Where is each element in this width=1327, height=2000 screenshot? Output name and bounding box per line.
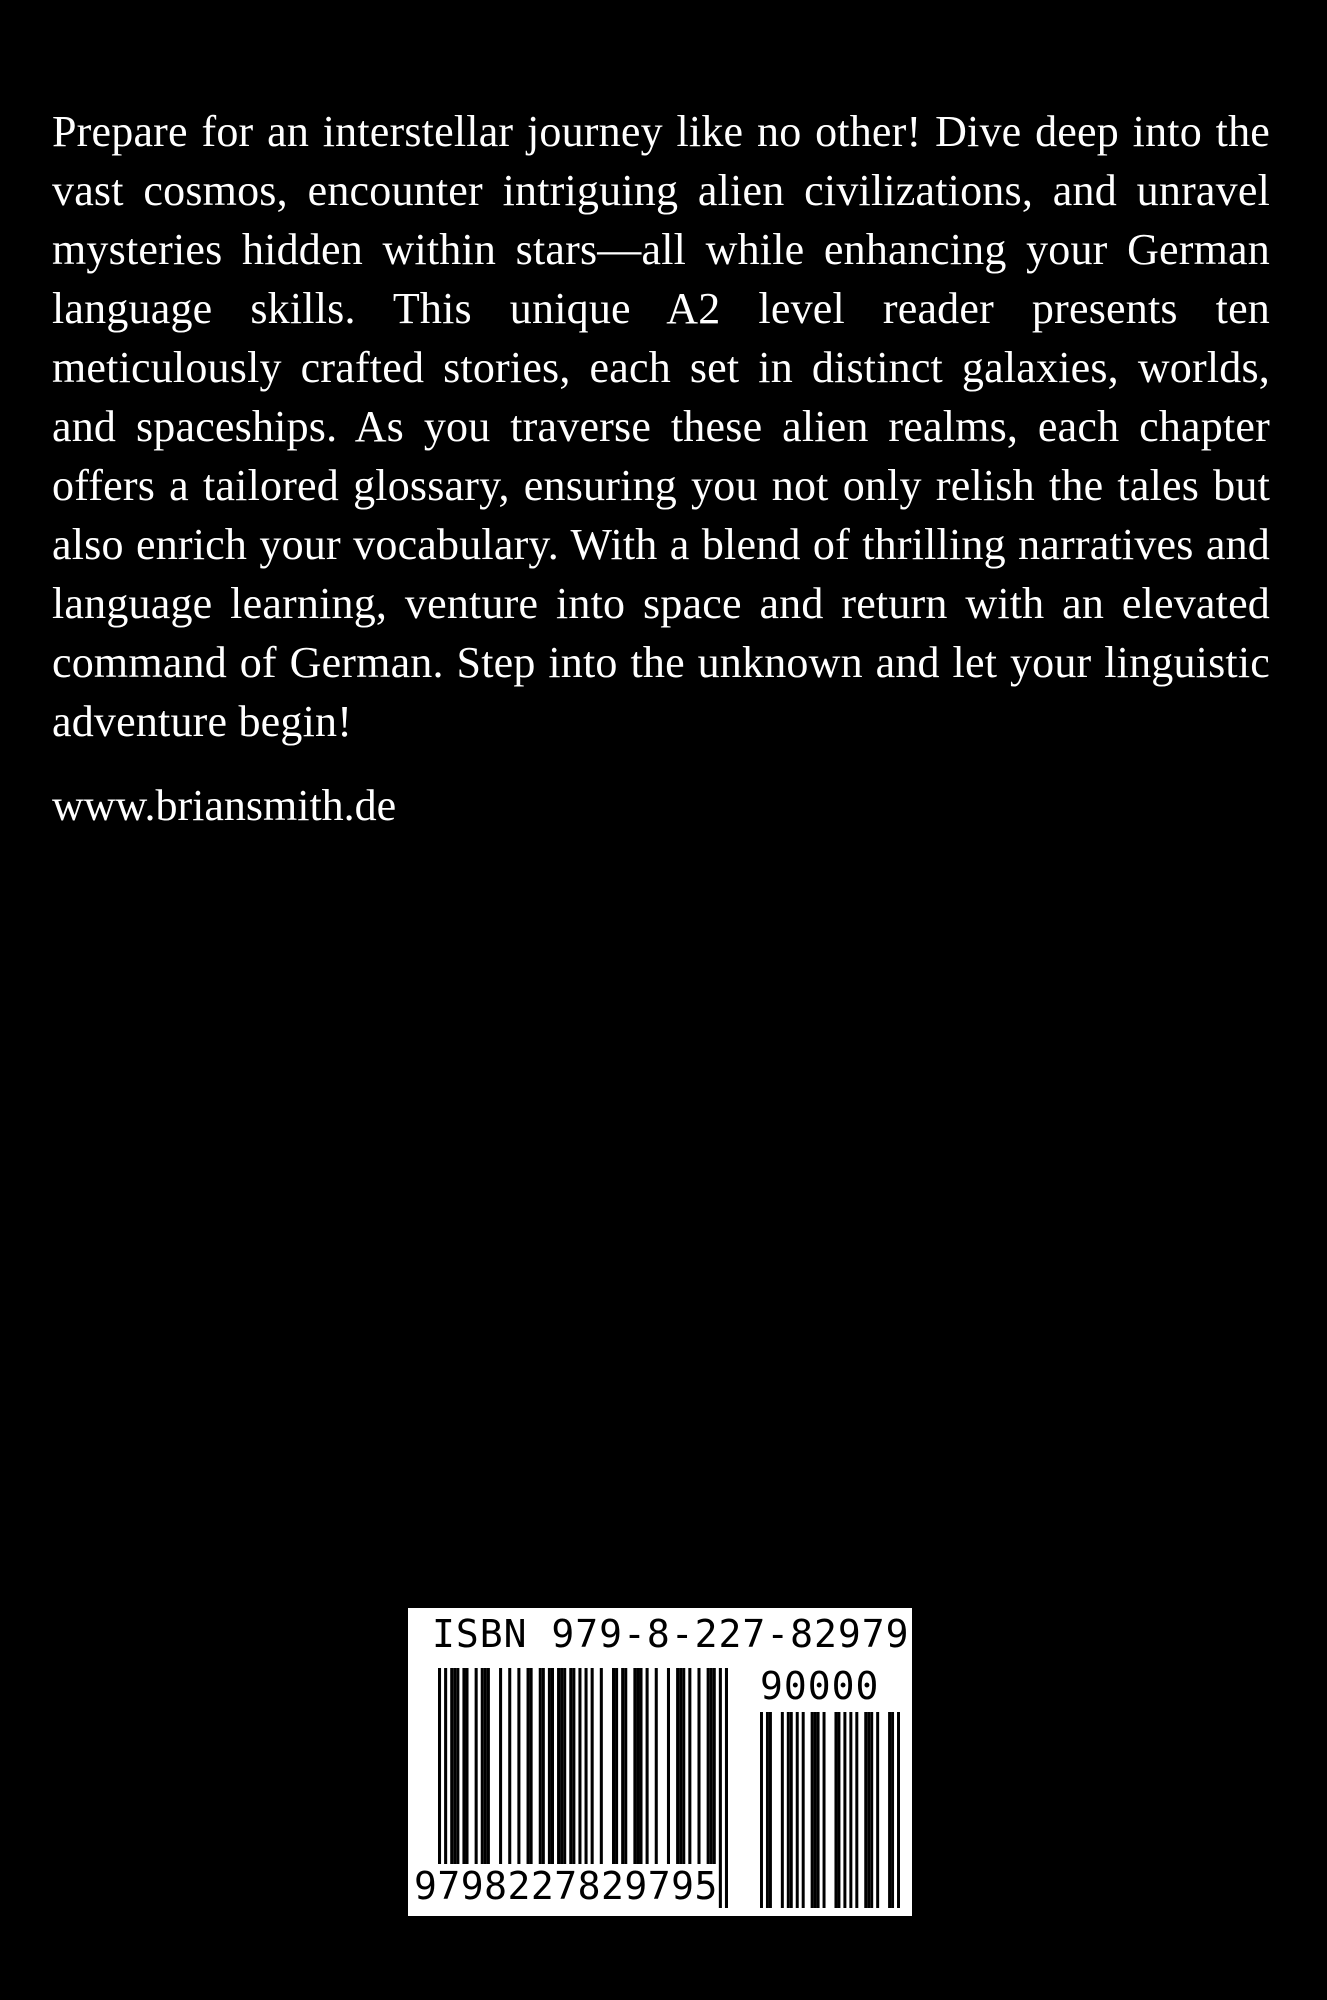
barcode-bar — [517, 1668, 520, 1870]
barcode-bar — [530, 1668, 533, 1870]
addon-bar — [888, 1712, 891, 1908]
barcode-bar — [697, 1668, 700, 1870]
barcode-bar — [676, 1668, 679, 1870]
barcode-bar — [453, 1668, 456, 1870]
barcode-bar — [527, 1668, 530, 1870]
author-website[interactable]: www.briansmith.de — [52, 781, 397, 830]
barcode-bar — [633, 1668, 636, 1870]
isbn-barcode — [408, 1608, 958, 1916]
barcode-bar — [639, 1668, 642, 1870]
addon-bar — [876, 1712, 879, 1908]
ean-digits: 9798227829795 — [414, 1864, 718, 1908]
addon-bar — [790, 1712, 793, 1908]
isbn-label: ISBN 979-8-227-82979-5 — [432, 1612, 958, 1656]
barcode-bar — [508, 1668, 511, 1870]
barcode-bar — [707, 1668, 710, 1870]
barcode-bar — [484, 1668, 487, 1870]
addon-bar — [891, 1712, 894, 1908]
barcode-bar — [560, 1668, 563, 1870]
barcode-bar — [655, 1668, 658, 1870]
barcode-bar — [487, 1668, 490, 1870]
price-addon-code: 90000 — [760, 1664, 880, 1708]
barcode-bar — [719, 1668, 722, 1908]
barcode-bar — [563, 1668, 566, 1870]
addon-bar — [802, 1712, 805, 1908]
barcode-bar — [475, 1668, 478, 1870]
barcode-bar — [539, 1668, 542, 1870]
barcode-bar — [591, 1668, 594, 1870]
barcode-bar — [621, 1668, 624, 1870]
addon-barcode-bars — [760, 1712, 900, 1908]
addon-bar — [814, 1712, 817, 1908]
addon-bar — [837, 1712, 840, 1908]
addon-bar — [817, 1712, 820, 1908]
barcode-bar — [624, 1668, 627, 1870]
barcode-bar — [456, 1668, 459, 1870]
barcode-bar — [688, 1668, 691, 1870]
barcode-bar — [481, 1668, 484, 1870]
addon-bar — [796, 1712, 799, 1908]
barcode-bar — [612, 1668, 615, 1870]
barcode-bar — [499, 1668, 502, 1870]
barcode-bar — [679, 1668, 682, 1870]
book-description: Prepare for an interstellar journey like no other! Dive deep into the vast cosmos, encounter intriguing alien civilizations, and unravel mysteries hidden within stars—all while enhancing your German language skills. This unique A2 level reader presents ten meticulously crafted stories, each set in distinct galaxies, worlds, and spaceships. As you traverse these alien realms, each chapter offers a tailored glossary, ensuring you not only relish the tales but also enrich your vocabulary. With a blend of thrilling narratives and language learning, venture into space and return with an elevated command of German. Step into the unknown and let your linguistic adventure begin! — [52, 107, 1270, 746]
addon-bar — [787, 1712, 790, 1908]
barcode-bar — [710, 1668, 713, 1870]
addon-bar — [867, 1712, 870, 1908]
barcode-bar — [682, 1668, 685, 1870]
barcode-bar — [667, 1668, 670, 1870]
barcode-bar — [551, 1668, 554, 1870]
barcode-bar — [462, 1668, 465, 1870]
addon-bar — [897, 1712, 900, 1908]
addon-bar — [849, 1712, 852, 1908]
addon-bar — [834, 1712, 837, 1908]
barcode-bar — [465, 1668, 468, 1870]
barcode-bar — [450, 1668, 453, 1870]
barcode-bar — [569, 1668, 572, 1870]
barcode-bar — [713, 1668, 716, 1870]
addon-bar — [769, 1712, 772, 1908]
barcode-bar — [548, 1668, 551, 1870]
barcode-bar — [600, 1668, 603, 1870]
addon-bar — [823, 1712, 826, 1908]
addon-bar — [766, 1712, 769, 1908]
barcode-bar — [615, 1668, 618, 1870]
barcode-bar — [557, 1668, 560, 1870]
addon-bar — [811, 1712, 814, 1908]
barcode-bar — [636, 1668, 639, 1870]
addon-bar — [760, 1712, 763, 1908]
addon-bar — [870, 1712, 873, 1908]
barcode-bar — [542, 1668, 545, 1870]
addon-bar — [781, 1712, 784, 1908]
barcode-bar — [646, 1668, 649, 1870]
addon-bar — [864, 1712, 867, 1908]
barcode-bar — [725, 1668, 728, 1908]
barcode-bar — [572, 1668, 575, 1870]
addon-bar — [843, 1712, 846, 1908]
addon-bar — [855, 1712, 858, 1908]
